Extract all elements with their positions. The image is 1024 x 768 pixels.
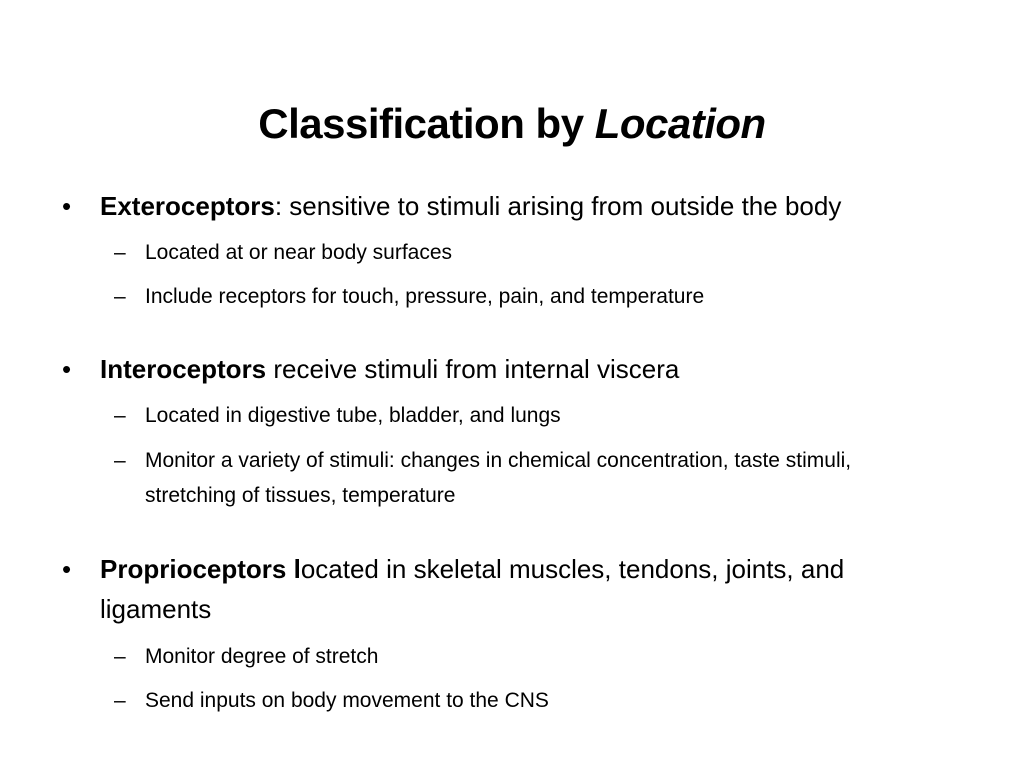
bullet-description: ocated in skeletal muscles, tendons, joints, and ligaments	[100, 554, 845, 624]
bullet-term: Exteroceptors	[100, 191, 275, 221]
bullet-interoceptors	[62, 349, 962, 389]
sub-bullet-text: Located in digestive tube, bladder, and lungs	[145, 404, 561, 427]
sub-bullet-text: Send inputs on body movement to the CNS	[145, 689, 549, 712]
dash-marker: –	[114, 449, 126, 472]
sub-bullet	[114, 443, 934, 513]
bullet-description: : sensitive to stimuli arising from outside the body	[274, 191, 842, 221]
dash-marker: –	[114, 285, 126, 308]
sub-bullet-text: Monitor degree of stretch	[145, 645, 379, 668]
bullet-description: receive stimuli from internal viscera	[266, 354, 680, 384]
sub-bullet-text: Monitor a variety of stimuli: changes in chemical concentration, taste stimuli, stretching of tissues, temperature	[145, 449, 852, 507]
bullet-term: Interoceptors	[100, 354, 267, 384]
slide-title-italic: Location	[594, 100, 766, 148]
bullet-text	[100, 349, 962, 389]
sub-bullet-text: Located at or near body surfaces	[145, 241, 453, 264]
sub-bullet-text: Include receptors for touch, pressure, pain, and temperature	[145, 285, 705, 308]
sub-bullet	[114, 398, 934, 433]
bullet-marker: •	[62, 191, 72, 221]
dash-marker: –	[114, 404, 126, 427]
bullet-text	[100, 186, 962, 226]
bullet-term: Proprioceptors l	[100, 554, 301, 584]
bullet-exteroceptors	[62, 186, 962, 226]
bullet-proprioceptors	[62, 549, 962, 629]
bullet-marker: •	[62, 354, 72, 384]
bullet-marker: •	[62, 554, 72, 584]
sub-bullet	[114, 279, 934, 314]
dash-marker: –	[114, 241, 126, 264]
sub-bullet	[114, 639, 934, 674]
slide-title	[0, 98, 1024, 150]
sub-bullet	[114, 683, 934, 718]
dash-marker: –	[114, 689, 126, 712]
slide-title-plain: Classification by	[258, 100, 595, 148]
dash-marker: –	[114, 645, 126, 668]
sub-bullet	[114, 235, 934, 270]
bullet-text	[100, 549, 962, 629]
